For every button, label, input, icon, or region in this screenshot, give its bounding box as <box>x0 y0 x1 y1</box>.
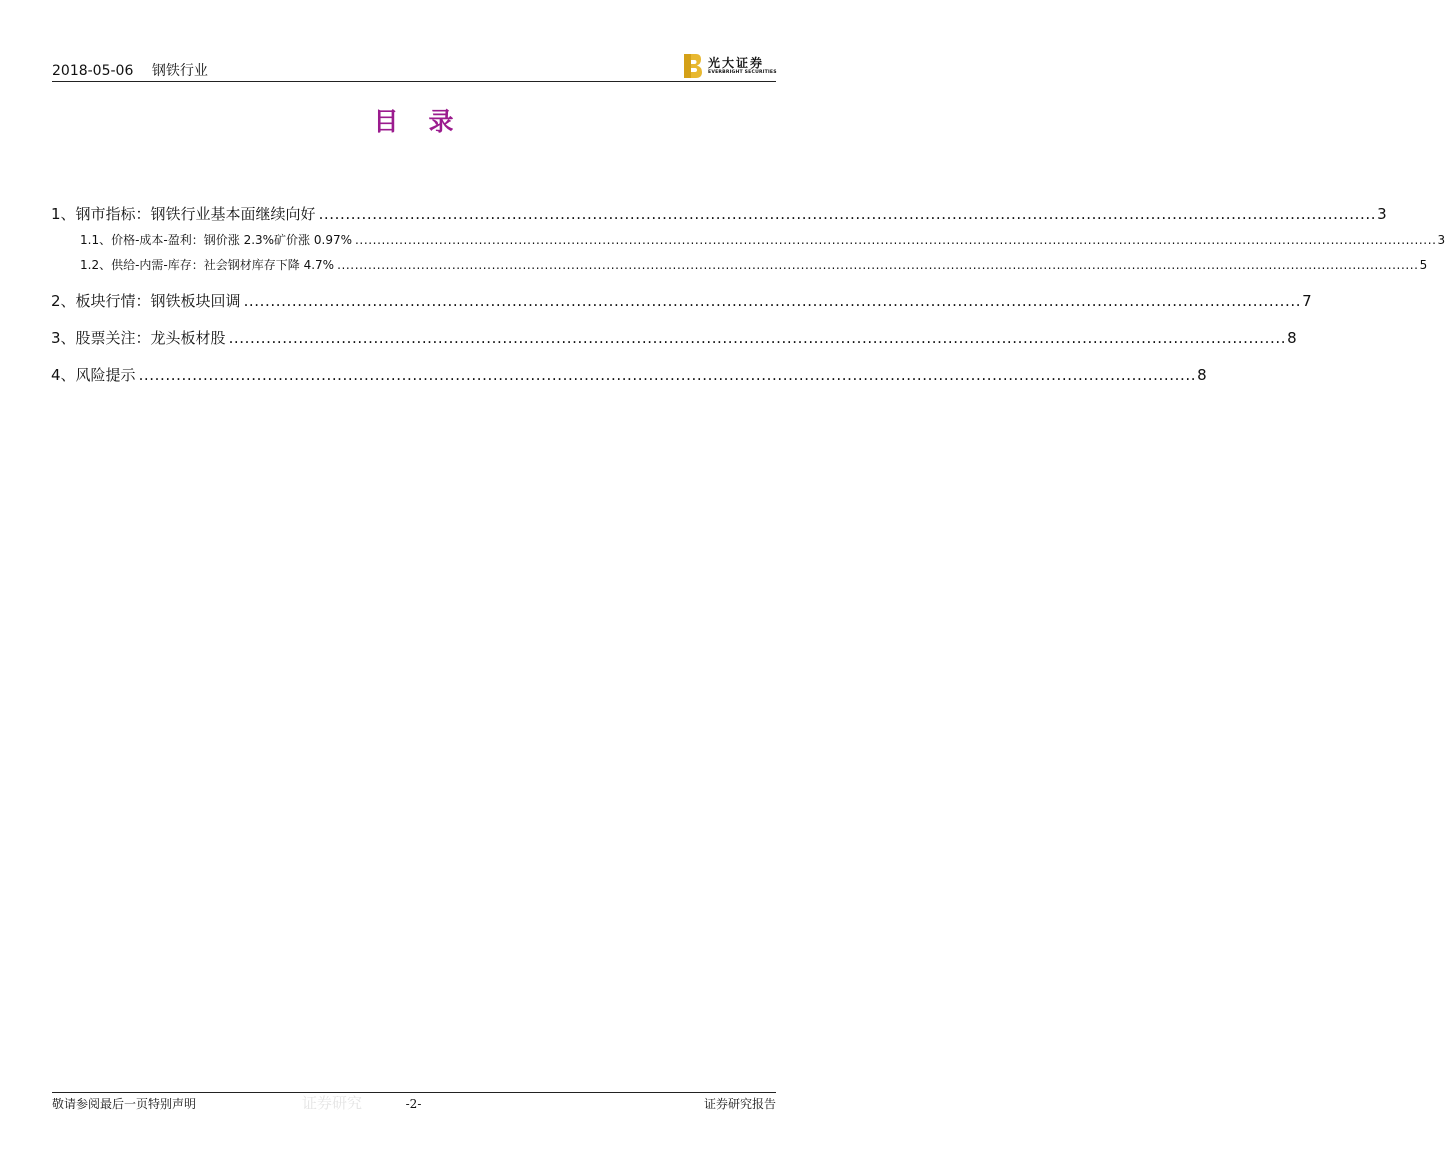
toc-entry-label: 股票关注：龙头板材股 <box>75 329 226 347</box>
toc-leader-dots: ..................................................................................................................................................................................................... <box>318 205 1377 223</box>
disclaimer-note: 敬请参阅最后一页特别声明 <box>52 1097 197 1111</box>
toc-entry-number: 4、 <box>51 366 76 384</box>
toc-entry-label: 风险提示 <box>75 366 136 384</box>
page-number: -2- <box>405 1097 422 1111</box>
header-divider <box>52 81 776 82</box>
toc-entry-page: 7 <box>1302 292 1312 310</box>
toc-entry-3[interactable] <box>51 329 1297 347</box>
report-type: 证券研究报告 <box>703 1097 776 1111</box>
toc-entry-1-2[interactable] <box>80 258 1428 273</box>
toc-entry-page: 8 <box>1197 366 1207 384</box>
toc-entry-page: 3 <box>1377 205 1387 223</box>
toc-entry-1[interactable] <box>51 205 1387 223</box>
logo-english-name: EVERBRIGHT SECURITIES <box>708 70 777 75</box>
toc-entry-number: 1、 <box>51 205 76 223</box>
toc-entry-label: 价格-成本-盈利：钢价涨 2.3%矿价涨 0.97% <box>111 233 352 247</box>
logo-chinese-name: 光大证券 <box>708 56 765 70</box>
toc-entry-page: 3 <box>1437 233 1445 247</box>
toc-entry-label: 供给-内需-库存：社会钢材库存下降 4.7% <box>111 258 335 272</box>
industry-label: 钢铁行业 <box>151 63 208 79</box>
toc-entry-label: 钢市指标：钢铁行业基本面继续向好 <box>75 205 316 223</box>
watermark: 证券研究 <box>302 1094 363 1112</box>
toc-leader-dots: ..................................................................................................................................................................................................................................................... <box>337 258 1419 272</box>
toc-leader-dots: ..................................................................................................................................................................................................... <box>243 292 1302 310</box>
toc-title: 目录 <box>373 107 484 136</box>
toc-entry-label: 板块行情：钢铁板块回调 <box>75 292 241 310</box>
toc-entry-2[interactable] <box>51 292 1312 310</box>
toc-entry-1-1[interactable] <box>80 233 1445 248</box>
toc-leader-dots: ..................................................................................................................................................................................................................................................... <box>355 233 1437 247</box>
toc-entry-number: 2、 <box>51 292 76 310</box>
toc-leader-dots: ..................................................................................................................................................................................................... <box>138 366 1197 384</box>
toc-entry-page: 8 <box>1287 329 1297 347</box>
toc-entry-page: 5 <box>1419 258 1428 272</box>
report-header <box>52 62 208 80</box>
toc-entry-4[interactable] <box>51 366 1207 384</box>
everbright-logo-icon <box>684 54 702 78</box>
toc-entry-number: 3、 <box>51 329 76 347</box>
toc-leader-dots: ..................................................................................................................................................................................................... <box>228 329 1287 347</box>
toc-entry-number: 1.1、 <box>80 233 112 247</box>
report-date: 2018-05-06 <box>52 63 134 79</box>
company-logo <box>684 54 776 78</box>
toc-entry-number: 1.2、 <box>80 258 112 272</box>
footer-divider <box>52 1092 776 1093</box>
